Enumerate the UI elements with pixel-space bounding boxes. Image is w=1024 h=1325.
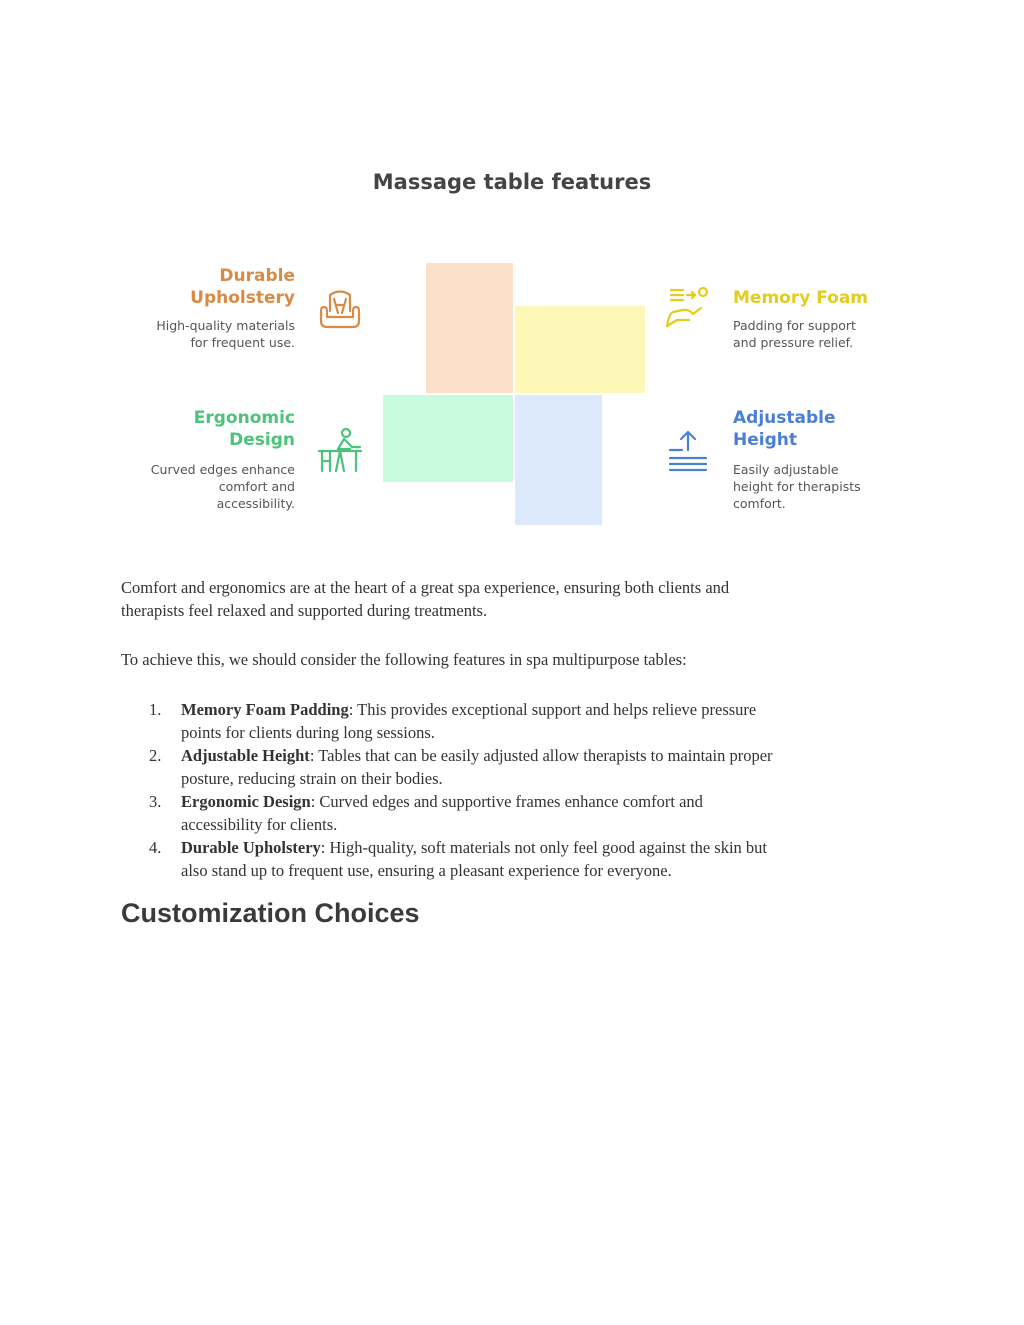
feature-adjustable	[733, 407, 913, 512]
feature-memory-desc-line2: and pressure relief.	[733, 335, 854, 350]
feature-adjustable-desc-line1: Easily adjustable	[733, 462, 839, 477]
list-item	[121, 790, 901, 836]
infographic-title: Massage table features	[372, 170, 652, 194]
feature-memory-desc-line1: Padding for support	[733, 318, 856, 333]
list-text: posture, reducing strain on their bodies.	[181, 769, 443, 788]
lead-paragraph: To achieve this, we should consider the following features in spa multipurpose tables:	[121, 650, 687, 669]
person-at-desk-icon	[316, 427, 364, 475]
tile-ergonomic	[383, 395, 513, 482]
intro-paragraph	[121, 576, 901, 622]
feature-ergonomic-title-line1: Ergonomic	[193, 408, 295, 428]
feature-list	[121, 698, 901, 882]
list-item	[121, 744, 901, 790]
feature-durable	[120, 265, 295, 351]
tile-memory	[515, 306, 645, 393]
feature-durable-desc-line2: for frequent use.	[190, 335, 295, 350]
list-text: : High-quality, soft materials not only feel good against the skin but	[320, 838, 767, 857]
feature-durable-title-line1: Durable	[219, 266, 295, 286]
list-text: : Tables that can be easily adjusted allow therapists to maintain proper	[309, 746, 773, 765]
feature-durable-title-line2: Upholstery	[190, 288, 295, 308]
list-text: : Curved edges and supportive frames enhance comfort and	[310, 792, 703, 811]
list-term: Ergonomic Design	[181, 792, 311, 811]
section-heading: Customization Choices	[121, 898, 420, 928]
list-text: : This provides exceptional support and helps relieve pressure	[348, 700, 757, 719]
list-item	[121, 836, 901, 882]
intro-line1: Comfort and ergonomics are at the heart of a great spa experience, ensuring both clients and	[121, 578, 730, 597]
list-term: Memory Foam Padding	[181, 700, 349, 719]
list-number: 2.	[149, 746, 162, 765]
feature-ergonomic-desc-line3: accessibility.	[216, 496, 295, 511]
feature-ergonomic-desc-line2: comfort and	[218, 479, 295, 494]
raise-height-icon	[666, 426, 710, 474]
feature-ergonomic	[120, 407, 295, 512]
tile-adjustable	[515, 395, 602, 525]
feature-memory-title: Memory Foam	[733, 288, 869, 308]
seat-icon	[316, 285, 364, 333]
feature-durable-desc-line1: High-quality materials	[156, 318, 295, 333]
list-text: accessibility for clients.	[181, 815, 338, 834]
tile-durable	[426, 263, 513, 393]
list-term: Adjustable Height	[181, 746, 310, 765]
feature-adjustable-title-line1: Adjustable	[733, 408, 836, 428]
list-number: 3.	[149, 792, 162, 811]
list-number: 1.	[149, 700, 162, 719]
feature-adjustable-desc-line3: comfort.	[733, 496, 786, 511]
feature-ergonomic-title-line2: Design	[229, 430, 295, 450]
list-text: also stand up to frequent use, ensuring a pleasant experience for everyone.	[181, 861, 672, 880]
reclining-person-icon	[663, 284, 711, 332]
list-text: points for clients during long sessions.	[181, 723, 435, 742]
list-item	[121, 698, 901, 744]
feature-ergonomic-desc-line1: Curved edges enhance	[150, 462, 295, 477]
list-number: 4.	[149, 838, 162, 857]
intro-line2: therapists feel relaxed and supported during treatments.	[121, 601, 488, 620]
list-term: Durable Upholstery	[181, 838, 321, 857]
feature-memory	[733, 287, 913, 351]
feature-adjustable-title-line2: Height	[733, 430, 797, 450]
feature-adjustable-desc-line2: height for therapists	[733, 479, 861, 494]
